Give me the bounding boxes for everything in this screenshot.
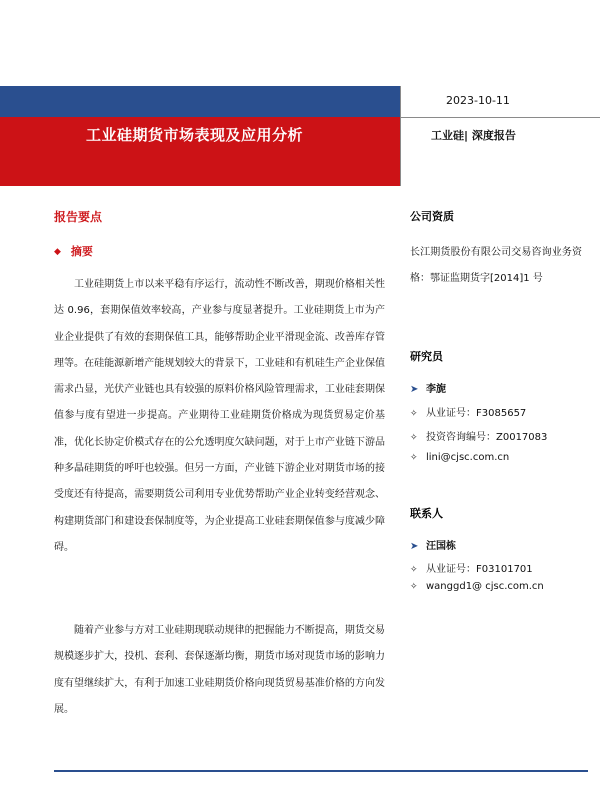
researcher-name: 李旎 xyxy=(426,384,446,395)
diamond-outline-icon: ✧ xyxy=(410,565,418,575)
researcher-consult-number: 投资咨询编号：Z0017083 xyxy=(426,432,548,443)
contact-practice-number: 从业证号：F03101701 xyxy=(426,564,533,575)
diamond-outline-icon: ✧ xyxy=(410,409,418,419)
report-highlights-heading: 报告要点 xyxy=(54,210,103,224)
abstract-label: 摘要 xyxy=(70,245,93,258)
contact-email-line xyxy=(410,581,544,592)
arrow-bullet-icon: ➤ xyxy=(410,541,419,552)
diamond-outline-icon: ✧ xyxy=(410,582,418,592)
header-blue-band xyxy=(0,86,400,117)
contact-heading: 联系人 xyxy=(410,507,443,520)
researcher-practice-line xyxy=(410,404,526,419)
report-title: 工业硅期货市场表现及应用分析 xyxy=(86,126,304,144)
contact-email[interactable]: wanggd1@ cjsc.com.cn xyxy=(426,581,544,592)
researcher-consult-line xyxy=(410,428,547,443)
contact-name: 汪国栋 xyxy=(426,541,456,552)
abstract-subheading xyxy=(54,243,93,259)
diamond-bullet-icon: ◆ xyxy=(54,247,61,257)
diamond-outline-icon: ✧ xyxy=(410,433,418,443)
diamond-outline-icon: ✧ xyxy=(410,453,418,463)
contact-name-line xyxy=(410,537,456,552)
researcher-email-line xyxy=(410,452,509,463)
summary-paragraph-1: 工业硅期货上市以来平稳有序运行，流动性不断改善，期现价格相关性达 0.96，套期保值效率较高，产业参与度显著提升。工业硅期货上市为产业企业提供了有效的套期保值工具，能够帮助企业平滑现金流、改善库存管理等。在硅能源新增产能规划较大的背景下，工业硅和有机硅生产企业保值需求凸显，光伏产业链也具有较强的原料价格风险管理需求，工业硅套期保值参与度有望进一步提高。产业期待工业硅期货价格成为现货贸易定价基准，优化长协定价模式存在的公允透明度欠缺问题，对于上市产业链下游品种多晶硅期货的呼吁也较强。但另一方面，产业链下游企业对期货市场的接受度还有待提高，需要期货公司利用专业优势帮助产业企业转变经营观念、构建期货部门和建设套保制度等，为企业提高工业硅套期保值参与度减少障碍。 xyxy=(54,279,385,553)
company-qualification-text: 长江期货股份有限公司交易咨询业务资格：鄂证监期货字[2014]1 号 xyxy=(410,247,582,284)
report-category: 工业硅| 深度报告 xyxy=(431,129,516,142)
researcher-email[interactable]: lini@cjsc.com.cn xyxy=(426,452,510,463)
researcher-practice-number: 从业证号：F3085657 xyxy=(426,408,527,419)
footer-divider xyxy=(54,770,588,772)
header-divider-horizontal xyxy=(400,117,600,118)
researcher-name-line xyxy=(410,380,446,395)
arrow-bullet-icon: ➤ xyxy=(410,384,419,395)
header-divider-vertical xyxy=(400,86,401,186)
report-date: 2023-10-11 xyxy=(446,94,510,107)
summary-paragraph-2: 随着产业参与方对工业硅期现联动规律的把握能力不断提高，期货交易规模逐步扩大，投机、套利、套保逐渐均衡，期货市场对现货市场的影响力度有望继续扩大，有利于加速工业硅期货价格向现货贸易基准价格的方向发展。 xyxy=(54,625,385,715)
researcher-heading: 研究员 xyxy=(410,350,443,363)
contact-practice-line xyxy=(410,560,533,575)
company-qualification-heading: 公司资质 xyxy=(410,210,454,223)
